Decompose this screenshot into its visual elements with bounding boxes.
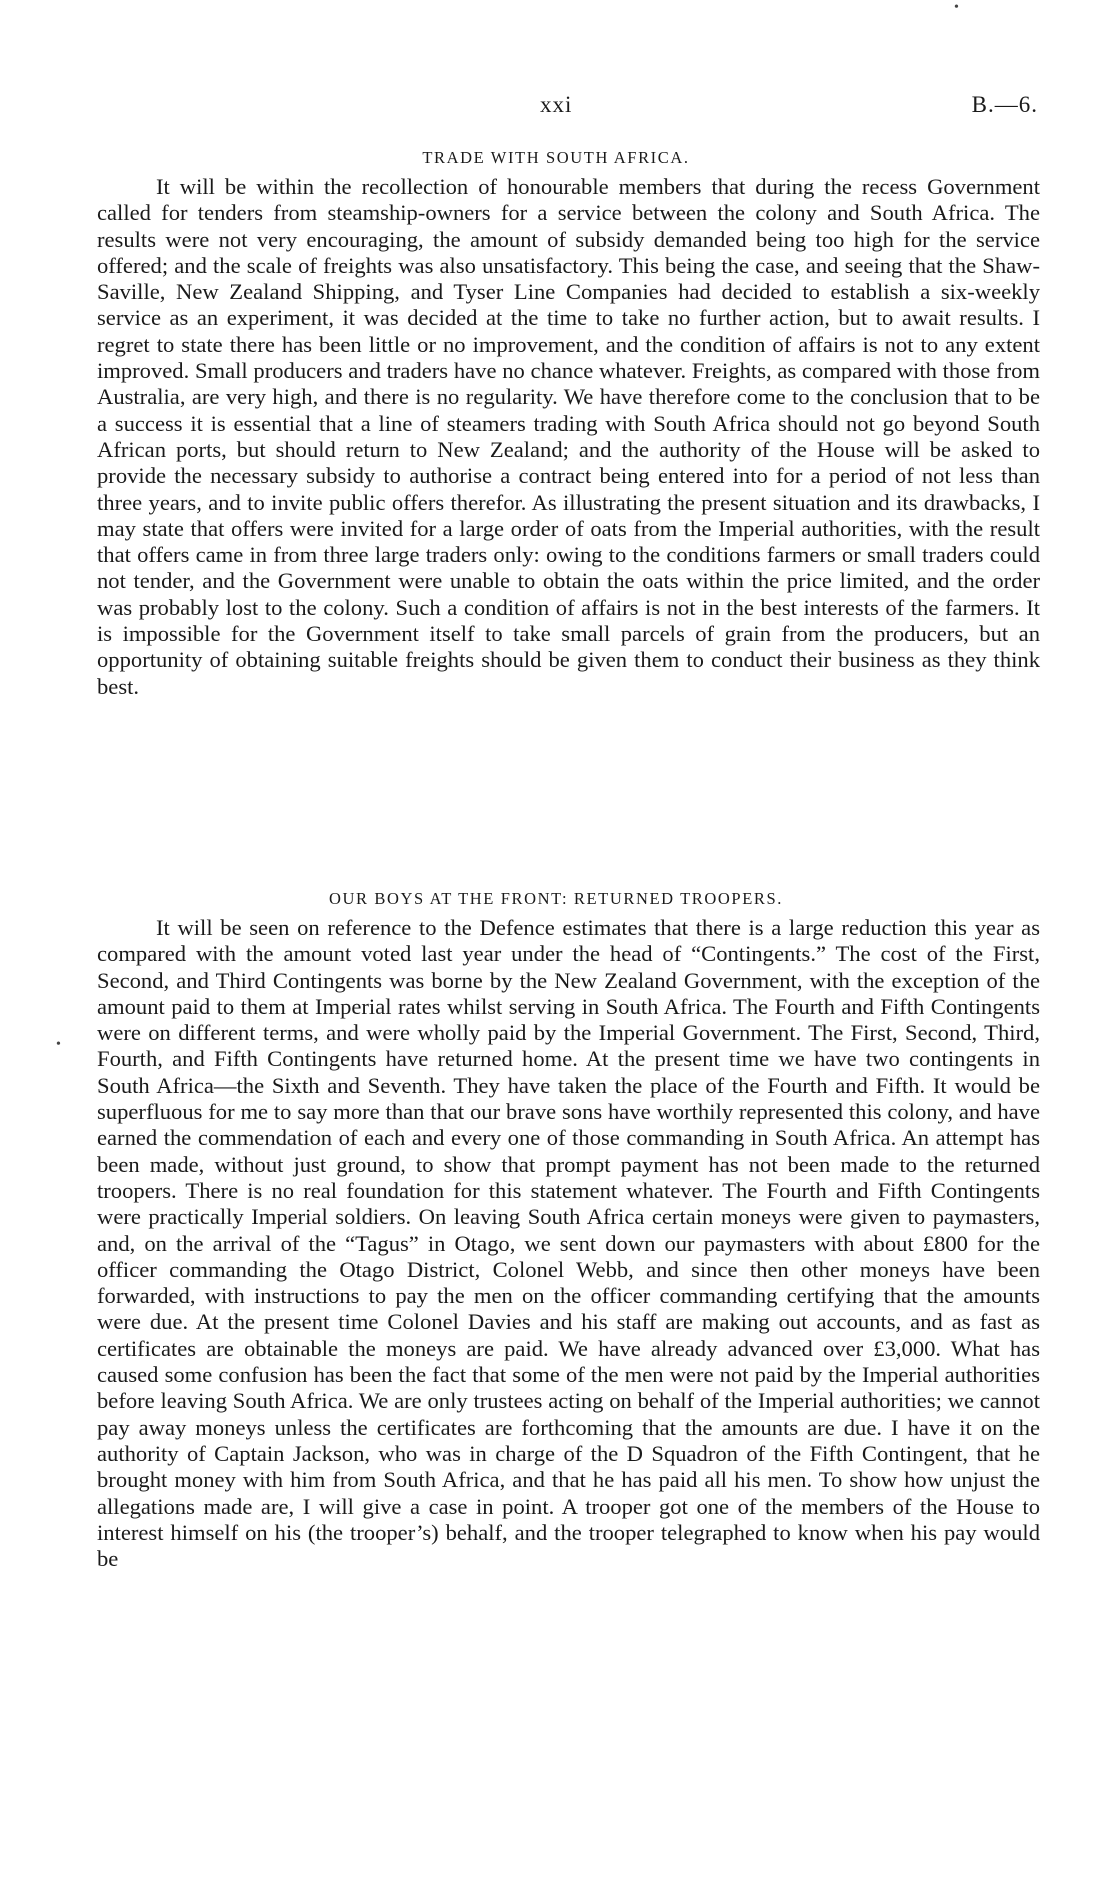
document-reference: B.—6. — [971, 92, 1038, 117]
section-heading-troopers: OUR BOYS AT THE FRONT: RETURNED TROOPERS. — [329, 889, 783, 908]
paragraph: It will be seen on reference to the Defence estimates that there is a large reduction this year as compared with the amount voted last year under the head of “Contingents.” The cost of the First, Second, and Third Contingents was borne by the New Zealand Government, with the exception of the amount paid to them at Imperial rates whilst serving in South Africa. The Fourth and Fifth Contingents were on different terms, and were wholly paid by the Imperial Government. The First, Second, Third, Fourth, and Fifth Contingents have returned home. At the present time we have two contingents in South Africa—the Sixth and Seventh. They have taken the place of the Fourth and Fifth. It would be superfluous for me to say more than that our brave sons have worthily represented this colony, and have earned the commendation of each and every one of those commanding in South Africa. An attempt has been made, without just ground, to show that prompt payment has not been made to the returned troopers. There is no real foundation for this statement whatever. The Fourth and Fifth Contingents were practically Imperial soldiers. On leaving South Africa certain moneys were given to paymasters, and, on the arrival of the “Tagus” in Otago, we sent down our paymasters with about £800 for the officer commanding the Otago District, Colonel Webb, and since then other moneys have been forwarded, with instructions to pay the men on the officer commanding certifying that the amounts were due. At the present time Colonel Davies and his staff are making out accounts, and as fast as certificates are obtainable the moneys are paid. We have already advanced over £3,000. What has caused some confusion has been the fact that some of the men were not paid by the Imperial authorities before leaving South Africa. We are only trustees acting on behalf of the Imperial authorities; we cannot pay away moneys unless the certificates are forthcoming that the amounts are due. I have it on the authority of Captain Jackson, who was in charge of the D Squadron of the Fifth Contingent, that he brought money with him from South Africa, and that he has paid all his men. To show how unjust the allegations made are, I will give a case in point. A trooper got one of the members of the House to interest himself on his (the trooper’s) behalf, and the trooper telegraphed to know when his pay would be — [97, 915, 1040, 1572]
page-number: xxi — [540, 92, 573, 117]
section-heading-trade: TRADE WITH SOUTH AFRICA. — [422, 148, 690, 167]
section-body-troopers — [97, 915, 1040, 1572]
paragraph: It will be within the recollection of honourable members that during the recess Government called for tenders from steamship-owners for a service between the colony and South Africa. The results were not very encouraging, the amount of subsidy demanded being too high for the service offered; and the scale of freights was also unsatisfactory. This being the case, and seeing that the Shaw-Saville, New Zealand Shipping, and Tyser Line Companies had decided to establish a six-weekly service as an experiment, it was decided at the time to take no further action, but to await results. I regret to state there has been little or no improvement, and the condition of affairs is not to any extent improved. Small producers and traders have no chance whatever. Freights, as compared with those from Australia, are very high, and there is no regularity. We have therefore come to the conclusion that to be a success it is essential that a line of steamers trading with South Africa should not go beyond South African ports, but should return to New Zealand; and the authority of the House will be asked to provide the necessary subsidy to authorise a contract being entered into for a period of not less than three years, and to invite public offers therefor. As illustrating the present situation and its drawbacks, I may state that offers were invited for a large order of oats from the Imperial authorities, with the result that offers came in from three large traders only: owing to the conditions farmers or small traders could not tender, and the Government were unable to obtain the oats within the price limited, and the order was probably lost to the colony. Such a condition of affairs is not in the best interests of the farmers. It is impossible for the Government itself to take small parcels of grain from the producers, but an opportunity of obtaining suitable freights should be given them to conduct their business as they think best. — [97, 174, 1040, 699]
stray-dot-mark: • — [954, 0, 959, 15]
margin-dot-mark: • — [56, 1037, 61, 1052]
section-body-trade — [97, 174, 1040, 700]
